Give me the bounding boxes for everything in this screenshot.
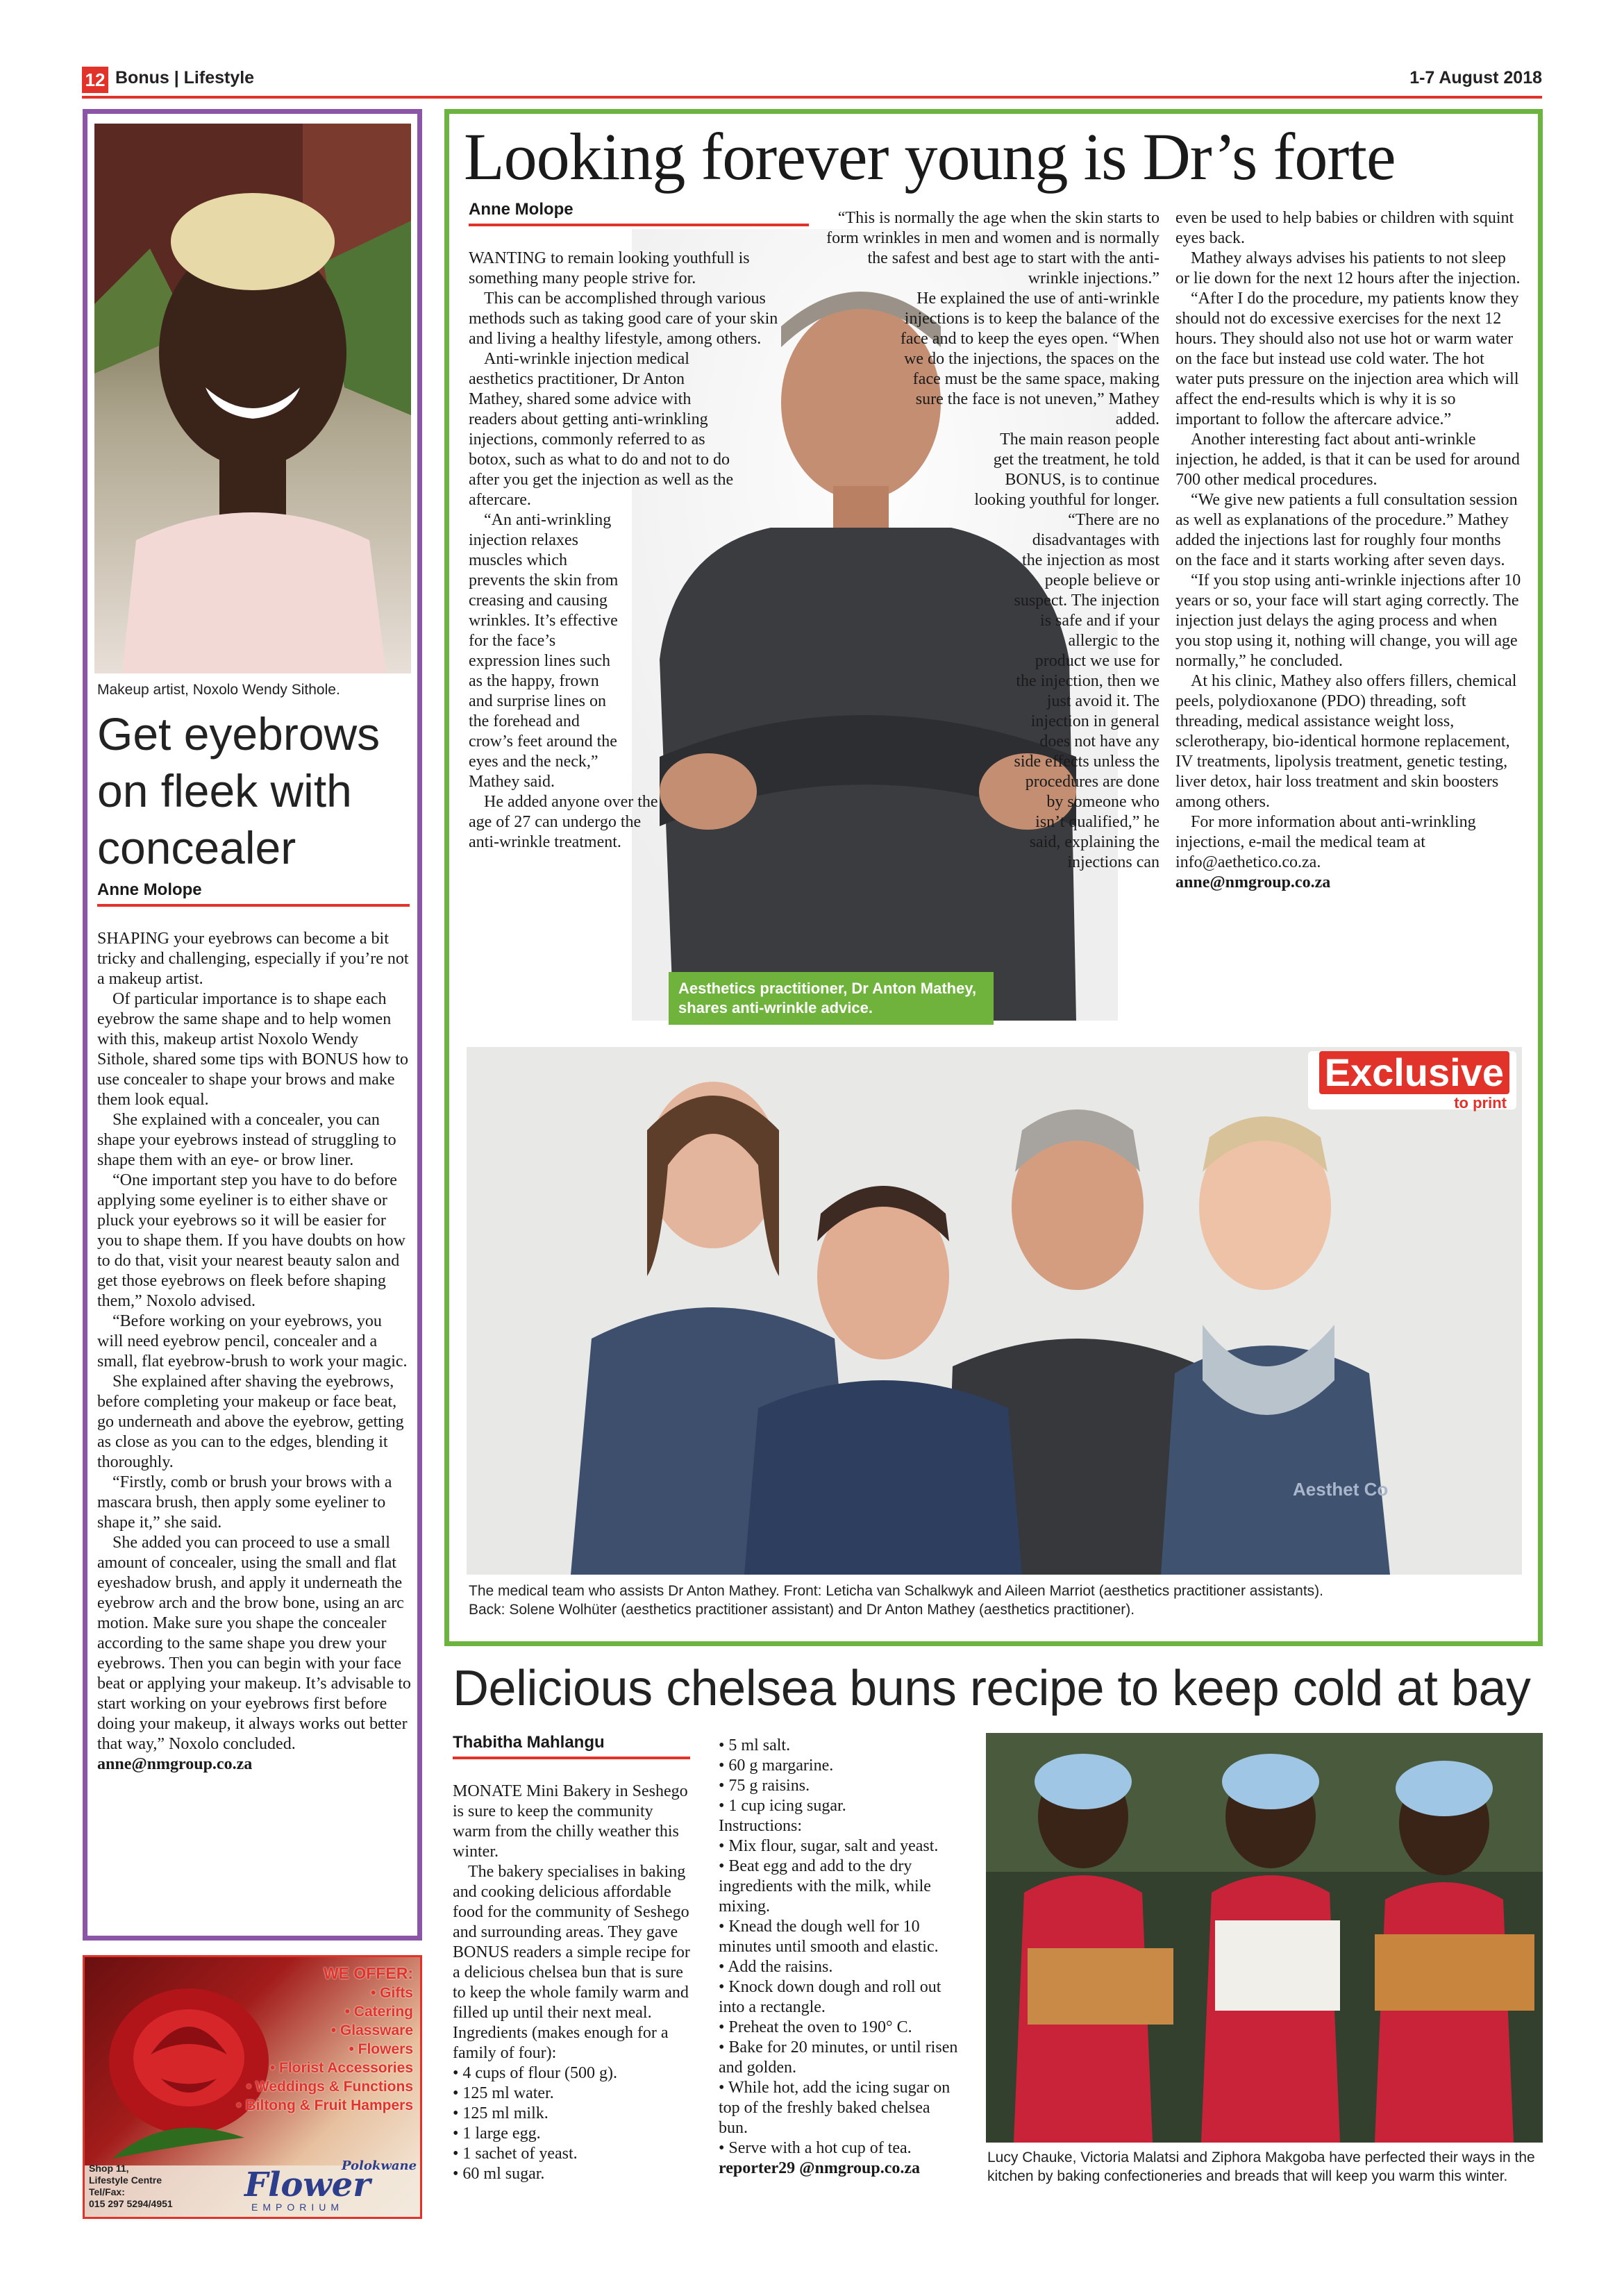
- dr-col3-para: At his clinic, Mathey also offers fillers, chemical peels, polydioxanone (PDO) threading, soft threading, medical assistance weight loss, sclerotherapy, bio-identical hormone replacement, IV treatments, lipolysis treatment, genetic testing, liver detox, hair loss treatment and skin boosters among others.: [1175, 672, 1517, 811]
- header-rule: [82, 96, 1542, 99]
- dr-portrait-caption: Aesthetics practitioner, Dr Anton Mathey, shares anti-wrinkle advice.: [669, 972, 994, 1025]
- ingredient-item: • 4 cups of flour (500 g).: [453, 2064, 618, 2082]
- dr-col3-para: “After I do the procedure, my patients know they should not do excessive exercises for the next 12 hours. They should also not use hot or warm water on the face but instead use cold water. The hot water puts pressure on the injection area which will affect the end-results which is why it is so important to follow the aftercare advice.”: [1175, 290, 1519, 428]
- eyebrows-headline: Get eyebrows on fleek with concealer: [97, 708, 380, 873]
- ingredient-item: • 125 ml milk.: [453, 2104, 549, 2122]
- dr-article-email[interactable]: anne@nmgroup.co.za: [1175, 873, 1331, 891]
- dr-col2-para: The main reason people get the treatment, he told BONUS, is to continue looking youthful for longer.: [974, 430, 1160, 509]
- scrub-logo: Aesthet Co: [1293, 1479, 1389, 1500]
- ad-item: • Catering: [344, 2004, 413, 2020]
- ingredient-item: • 60 ml sugar.: [453, 2165, 545, 2183]
- chelsea-byline-rule: [453, 1757, 690, 1759]
- ad-brand-small: Polokwane: [342, 2159, 417, 2173]
- eyebrows-para: “Firstly, comb or brush your brows with a mascara brush, then apply some eyeliner to shape it,” she said.: [97, 1473, 392, 1532]
- exclusive-badge: [1308, 1050, 1516, 1112]
- section-label: Bonus | Lifestyle: [115, 68, 255, 87]
- dr-col1-para: Anti-wrinkle injection medical aesthetics practitioner, Dr Anton Mathey, shared some advice with readers about getting anti-wrinkling injections, commonly referred to as botox, such as what to do and not to do after you get the injection as well as the aftercare.: [469, 350, 734, 509]
- ad-we-offer: WE OFFER:: [323, 1964, 413, 1982]
- dr-col2-para: “This is normally the age when the skin starts to form wrinkles in men and women and is normally the safest and best age to start with the anti-wrinkle injections.”: [826, 209, 1160, 287]
- chelsea-byline: Thabitha Mahlangu: [453, 1733, 605, 1752]
- ingredient-item: • 60 g margarine.: [719, 1757, 834, 1775]
- instruction-step: • Bake for 20 minutes, or until risen and golden.: [719, 2038, 958, 2077]
- dr-col3-para: Mathey always advises his patients to not sleep or lie down for the next 12 hours after the injection.: [1175, 249, 1521, 287]
- team-caption-line-1: The medical team who assists Dr Anton Mathey. Front: Leticha van Schalkwyk and Aileen Marriot (aesthetics practitioner assistants).: [469, 1583, 1323, 1599]
- chelsea-headline: Delicious chelsea buns recipe to keep cold at bay: [453, 1661, 1531, 1716]
- eyebrows-para: “Before working on your eyebrows, you will need eyebrow pencil, concealer and a small, flat eyebrow-brush to work your magic.: [97, 1312, 408, 1371]
- dr-article-byline: Anne Molope: [469, 200, 574, 219]
- dr-col3-para: “If you stop using anti-wrinkle injections after 10 years or so, your face will start aging correctly. The injection just delays the aging process and when you stop using it, nothing will change, you will age normally,” he concluded.: [1175, 571, 1521, 670]
- dr-col1-para: He added anyone over the age of 27 can undergo the anti-wrinkle treatment.: [469, 793, 658, 851]
- dr-article-headline: Looking forever young is Dr’s forte: [464, 119, 1396, 194]
- eyebrows-para: She added you can proceed to use a small amount of concealer, using the small and flat eyeshadow brush, and apply it underneath the eyebrow arch and the brow bone, using an arc motion. Make sure you shape the concealer according to the same shape you drew your eyebrows. Then you can begin with your face beat or applying your makeup. It’s advisable to start working on your eyebrows first before doing your makeup, it always works out better that way,” Noxolo concluded.: [97, 1534, 411, 1753]
- bakers-caption: Lucy Chauke, Victoria Malatsi and Ziphora Makgoba have perfected their ways in the kitchen by baking confectioneries and breads that will keep you warm this winter.: [987, 2150, 1535, 2184]
- dr-col-1: [469, 249, 778, 853]
- ad-item-list: [236, 1984, 413, 2115]
- ad-item: • Gifts: [370, 1985, 413, 2001]
- makeup-artist-photo: [94, 124, 411, 673]
- dr-col3-para: Another interesting fact about anti-wrinkle injection, he added, is that it can be used for around 700 other medical procedures.: [1175, 430, 1520, 489]
- eyebrows-para: She explained after shaving the eyebrows, before completing your makeup or face beat, go underneath and above the eyebrow, getting as close as you can to the edges, blending it thoroughly.: [97, 1373, 404, 1471]
- instruction-step: • Beat egg and add to the dry ingredients with the milk, while mixing.: [719, 1857, 931, 1916]
- dr-col1-para: “An anti-wrinkling injection relaxes muscles which prevents the skin from creasing and causing wrinkles. It’s effective for the face’s expression lines such as the happy, frown and surprise lines on the forehead and crow’s feet around the eyes and the neck,” Mathey said.: [469, 511, 619, 791]
- instruction-step: • Knock down dough and roll out into a rectangle.: [719, 1978, 941, 2016]
- ad-item: • Flowers: [349, 2041, 413, 2057]
- eyebrows-email[interactable]: anne@nmgroup.co.za: [97, 1755, 253, 1773]
- makeup-artist-caption: Makeup artist, Noxolo Wendy Sithole.: [97, 682, 340, 698]
- ad-brand: Flower: [244, 2165, 371, 2204]
- ad-item: • Biltong & Fruit Hampers: [236, 2097, 413, 2113]
- exclusive-to-print: to print: [1454, 1094, 1507, 1112]
- eyebrows-para: Of particular importance is to shape each eyebrow the same shape and to help women with this, makeup artist Noxolo Wendy Sithole, shared some tips with BONUS how to use concealer to shape your brows and make them look equal.: [97, 990, 408, 1109]
- ingredient-item: • 5 ml salt.: [719, 1736, 791, 1754]
- ad-item: • Weddings & Functions: [246, 2079, 413, 2095]
- dr-col3-para: “We give new patients a full consultation session as well as explanations of the procedure.” Mathey added the injections last for roughly four months on the face and it starts working after seven days.: [1175, 491, 1518, 569]
- ad-item: • Glassware: [330, 2022, 413, 2038]
- eyebrows-body: [97, 929, 411, 1775]
- instruction-step: • Knead the dough well for 10 minutes until smooth and elastic.: [719, 1918, 939, 1956]
- dr-col1-para: This can be accomplished through various methods such as taking good care of your skin and living a healthy lifestyle, among others.: [469, 290, 778, 348]
- instruction-step: • While hot, add the icing sugar on top of the freshly baked chelsea bun.: [719, 2079, 951, 2137]
- team-caption-line-2: Back: Solene Wolhüter (aesthetics practitioner assistant) and Dr Anton Mathey (aesthetics practitioner).: [469, 1602, 1135, 1618]
- chelsea-col-2: [719, 1736, 962, 2179]
- ingredients-title: Ingredients (makes enough for a family of four):: [453, 2024, 669, 2062]
- dr-col-2: [819, 208, 1160, 873]
- chelsea-para: MONATE Mini Bakery in Seshego is sure to keep the community warm from the chilly weather this winter.: [453, 1782, 688, 1861]
- ad-item: • Florist Accessories: [269, 2060, 413, 2076]
- page-number: 12: [82, 67, 108, 93]
- medical-team-caption: [469, 1582, 1524, 1619]
- exclusive-label: Exclusive: [1319, 1051, 1509, 1094]
- dr-col1-para: WANTING to remain looking youthfull is something many people strive for.: [469, 249, 750, 287]
- chelsea-para: The bakery specialises in baking and cooking delicious affordable food for the community of Seshego and surrounding areas. They gave BONUS readers a simple recipe for a delicious chelsea bun that is sure to keep the whole family warm and filled up until their next meal.: [453, 1863, 690, 2022]
- chelsea-col-1: [453, 1782, 692, 2184]
- ad-address: Shop 11, Lifestyle Centre Tel/Fax: 015 297 5294/4951: [89, 2163, 173, 2209]
- dr-col2-para: “There are no disadvantages with the injection as most people believe or suspect. The injection is safe and if your allergic to the product we use for the injection, then we just avoid it. The injection in general does not have any side effects unless the procedures are done by someone who isn’t qualified,” he said, explaining the injections can: [1014, 511, 1160, 871]
- instructions-title: Instructions:: [719, 1817, 802, 1835]
- eyebrows-para: “One important step you have to do before applying some eyeliner is to either shave or pluck your eyebrows so it will be easier for you to shape them. If you have doubts on how to do that, visit your nearest beauty salon and get those eyebrows on fleek before shaping them,” Noxolo advised.: [97, 1171, 405, 1310]
- instruction-step: • Serve with a hot cup of tea.: [719, 2139, 912, 2157]
- ingredient-item: • 125 ml water.: [453, 2084, 554, 2102]
- instruction-step: • Add the raisins.: [719, 1958, 833, 1976]
- eyebrows-byline: Anne Molope: [97, 880, 202, 899]
- eyebrows-para: She explained with a concealer, you can shape your eyebrows instead of struggling to shape them with an eye- or brow liner.: [97, 1111, 396, 1169]
- dr-col3-para: even be used to help babies or children with squint eyes back.: [1175, 209, 1514, 247]
- instruction-step: • Mix flour, sugar, salt and yeast.: [719, 1837, 939, 1855]
- ingredient-item: • 1 large egg.: [453, 2125, 541, 2143]
- eyebrows-byline-rule: [97, 904, 410, 907]
- ingredient-item: • 75 g raisins.: [719, 1777, 810, 1795]
- dr-byline-rule: [469, 224, 809, 226]
- dr-col2-para: He explained the use of anti-wrinkle injections is to keep the balance of the face and to keep the eyes open. “When we do the injections, the spaces on the face must be the same space, making sure the face is not uneven,” Mathey added.: [900, 290, 1160, 428]
- instruction-step: • Preheat the oven to 190° C.: [719, 2018, 912, 2036]
- chelsea-email[interactable]: reporter29 @nmgroup.co.za: [719, 2159, 921, 2177]
- dr-col-3: [1175, 208, 1521, 893]
- dr-col3-para: For more information about anti-wrinkling injections, e-mail the medical team at info@aethetico.co.za.: [1175, 813, 1476, 871]
- ingredient-item: • 1 sachet of yeast.: [453, 2145, 578, 2163]
- medical-team-photo: [467, 1047, 1522, 1575]
- issue-date: 1-7 August 2018: [1409, 68, 1542, 87]
- bakers-photo: [986, 1733, 1543, 2143]
- eyebrows-para: SHAPING your eyebrows can become a bit tricky and challenging, especially if you’re not a makeup artist.: [97, 930, 409, 988]
- ad-brand-sub: EMPORIUM: [251, 2202, 344, 2213]
- flower-emporium-ad[interactable]: [83, 1955, 422, 2219]
- ingredient-item: • 1 cup icing sugar.: [719, 1797, 846, 1815]
